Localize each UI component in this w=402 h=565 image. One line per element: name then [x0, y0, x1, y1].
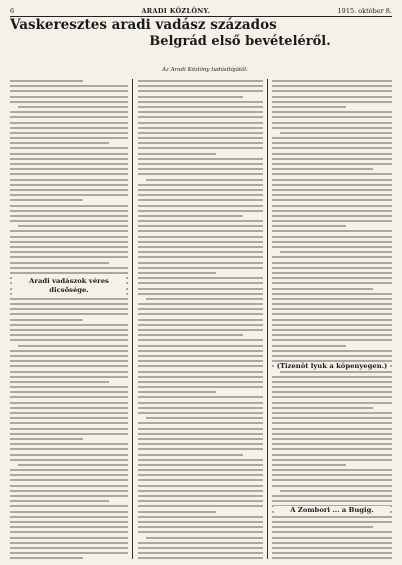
text-line — [10, 339, 128, 341]
text-line — [272, 521, 392, 523]
text-line — [272, 469, 392, 471]
text-line — [10, 194, 128, 196]
text-line — [138, 412, 263, 414]
text-line — [10, 210, 128, 212]
text-line — [272, 147, 392, 149]
text-line — [10, 205, 128, 207]
text-line — [272, 272, 392, 274]
text-line — [138, 282, 263, 284]
text-line — [138, 127, 263, 129]
text-line — [10, 428, 128, 430]
text-line — [272, 313, 392, 315]
text-line — [18, 345, 128, 347]
text-line — [138, 402, 263, 404]
text-line — [10, 85, 128, 87]
text-line — [272, 256, 392, 258]
text-line — [10, 552, 128, 554]
headline-part1: Vaskeresztes aradi vadász százados — [10, 17, 277, 33]
text-line — [138, 246, 263, 248]
text-line — [272, 111, 392, 113]
text-line — [10, 319, 83, 321]
text-line — [272, 267, 392, 269]
text-line — [272, 241, 392, 243]
text-line — [138, 189, 263, 191]
text-line — [10, 469, 128, 471]
text-line — [10, 391, 128, 393]
text-line — [138, 153, 216, 155]
text-line — [10, 376, 128, 378]
text-line — [10, 355, 128, 357]
text-line — [138, 521, 263, 523]
text-line — [272, 277, 392, 279]
text-line — [10, 526, 128, 528]
text-line — [138, 531, 263, 533]
text-line — [10, 454, 128, 456]
text-line — [138, 422, 263, 424]
text-line — [10, 168, 128, 170]
column-rule-right — [267, 79, 268, 559]
text-line — [272, 474, 392, 476]
text-line — [138, 433, 263, 435]
text-line — [138, 132, 263, 134]
text-line — [272, 122, 392, 124]
text-line — [272, 542, 392, 544]
text-line — [272, 205, 392, 207]
text-line — [272, 168, 373, 170]
text-line — [138, 464, 263, 466]
text-line — [138, 288, 263, 290]
text-line — [138, 443, 263, 445]
text-line — [272, 531, 392, 533]
text-line — [272, 127, 392, 129]
text-line — [138, 386, 263, 388]
text-line — [272, 236, 392, 238]
column-1 — [10, 80, 128, 560]
text-line — [138, 391, 216, 393]
text-line — [272, 391, 392, 393]
text-line — [138, 313, 263, 315]
text-line — [138, 142, 263, 144]
text-line — [10, 542, 128, 544]
text-line — [138, 210, 263, 212]
text-line — [138, 90, 263, 92]
text-line — [138, 324, 263, 326]
column-3 — [272, 80, 392, 560]
text-line — [138, 511, 216, 513]
text-line — [10, 407, 128, 409]
text-line — [10, 402, 128, 404]
text-line — [138, 339, 263, 341]
text-line — [138, 173, 263, 175]
text-line — [146, 417, 263, 419]
text-line — [272, 215, 392, 217]
text-line — [138, 355, 263, 357]
text-line — [138, 547, 263, 549]
text-line — [10, 516, 128, 518]
text-line — [138, 256, 263, 258]
text-line — [138, 490, 263, 492]
text-line — [10, 433, 128, 435]
text-line — [10, 505, 128, 507]
text-line — [272, 116, 392, 118]
text-line — [138, 111, 263, 113]
text-line — [138, 474, 263, 476]
text-line — [272, 428, 392, 430]
text-line — [272, 303, 392, 305]
text-line — [10, 303, 128, 305]
text-line — [10, 537, 128, 539]
text-line — [272, 288, 373, 290]
text-line — [272, 158, 392, 160]
text-line — [10, 308, 128, 310]
text-line — [138, 345, 263, 347]
text-line — [272, 339, 392, 341]
text-line — [272, 537, 392, 539]
text-line — [10, 443, 128, 445]
text-line — [138, 319, 263, 321]
page-number: 6 — [10, 7, 15, 15]
text-line — [10, 490, 128, 492]
text-line — [272, 319, 392, 321]
text-line — [138, 350, 263, 352]
text-line — [10, 474, 128, 476]
text-line — [272, 189, 392, 191]
text-line — [10, 189, 128, 191]
text-line — [272, 402, 392, 404]
text-line — [272, 96, 392, 98]
text-line — [10, 173, 128, 175]
text-line — [146, 537, 263, 539]
text-line — [280, 132, 392, 134]
text-line — [138, 303, 263, 305]
text-line — [272, 350, 392, 352]
text-line — [272, 485, 392, 487]
text-line — [10, 132, 128, 134]
text-line — [138, 116, 263, 118]
text-line — [10, 360, 128, 362]
text-line — [10, 179, 128, 181]
text-line — [272, 448, 392, 450]
text-line — [138, 251, 263, 253]
text-line — [272, 438, 392, 440]
text-line — [272, 324, 392, 326]
text-line — [10, 230, 128, 232]
text-line — [18, 225, 128, 227]
text-line — [138, 184, 263, 186]
text-line — [10, 334, 128, 336]
text-line — [10, 547, 128, 549]
text-line — [18, 106, 128, 108]
text-line — [272, 557, 392, 559]
text-line — [272, 329, 392, 331]
text-line — [10, 116, 128, 118]
text-line — [272, 526, 373, 528]
text-line — [10, 417, 128, 419]
text-line — [272, 376, 392, 378]
text-line — [10, 381, 109, 383]
text-line — [272, 184, 392, 186]
text-line — [272, 298, 392, 300]
text-line — [272, 407, 373, 409]
section-heading-zombori: A Zombori ... a Bugig. — [274, 506, 390, 515]
text-line — [10, 386, 128, 388]
issue-date: 1915. október 8. — [337, 7, 392, 15]
text-line — [272, 153, 392, 155]
text-line — [10, 365, 128, 367]
text-line — [138, 365, 263, 367]
text-line — [272, 433, 392, 435]
text-line — [138, 122, 263, 124]
text-line — [138, 516, 263, 518]
text-line — [10, 479, 128, 481]
text-line — [10, 371, 128, 373]
text-line — [138, 407, 263, 409]
text-line — [10, 267, 128, 269]
text-line — [10, 485, 128, 487]
text-line — [10, 412, 128, 414]
text-line — [272, 230, 392, 232]
text-line — [138, 334, 243, 336]
text-line — [272, 194, 392, 196]
text-line — [138, 158, 263, 160]
text-line — [272, 80, 392, 82]
text-line — [138, 205, 263, 207]
text-line — [10, 251, 128, 253]
text-line — [272, 355, 392, 357]
text-line — [272, 101, 392, 103]
text-line — [138, 199, 263, 201]
text-line — [18, 464, 128, 466]
text-line — [272, 516, 392, 518]
text-line — [272, 422, 392, 424]
text-line — [138, 241, 263, 243]
text-line — [138, 308, 263, 310]
text-line — [10, 256, 128, 258]
text-line — [138, 101, 263, 103]
text-line — [272, 90, 392, 92]
text-line — [138, 469, 263, 471]
text-line — [10, 127, 128, 129]
text-line — [272, 163, 392, 165]
headline-part2: Belgrád első bevételéről. — [149, 34, 331, 49]
text-line — [138, 485, 263, 487]
text-line — [10, 557, 83, 559]
text-line — [138, 215, 243, 217]
text-line — [272, 246, 392, 248]
text-line — [10, 122, 128, 124]
text-line — [10, 262, 109, 264]
text-line — [10, 220, 128, 222]
text-line — [138, 360, 263, 362]
text-line — [10, 422, 128, 424]
text-line — [272, 106, 346, 108]
text-line — [10, 241, 128, 243]
text-line — [138, 454, 243, 456]
text-line — [138, 106, 263, 108]
text-line — [138, 505, 263, 507]
paper-name: ARADI KÖZLÖNY. — [141, 7, 211, 15]
text-line — [138, 293, 263, 295]
text-line — [138, 552, 263, 554]
text-line — [138, 376, 263, 378]
text-line — [10, 511, 128, 513]
text-line — [138, 137, 263, 139]
text-line — [10, 147, 128, 149]
text-line — [272, 386, 392, 388]
text-line — [272, 179, 392, 181]
text-line — [272, 479, 392, 481]
text-line — [272, 85, 392, 87]
text-line — [10, 163, 128, 165]
text-line — [138, 220, 263, 222]
text-line — [272, 308, 392, 310]
text-line — [138, 438, 263, 440]
text-line — [272, 282, 392, 284]
text-line — [10, 137, 128, 139]
text-line — [10, 246, 128, 248]
text-line — [272, 495, 392, 497]
text-line — [138, 495, 263, 497]
text-line — [146, 298, 263, 300]
running-head — [10, 6, 392, 17]
text-line — [272, 345, 346, 347]
text-line — [138, 168, 263, 170]
text-line — [272, 547, 392, 549]
text-line — [10, 313, 128, 315]
text-line — [138, 459, 263, 461]
text-line — [10, 396, 128, 398]
text-line — [10, 448, 128, 450]
text-line — [10, 158, 128, 160]
text-line — [138, 163, 263, 165]
text-line — [10, 495, 128, 497]
text-line — [272, 417, 392, 419]
text-line — [138, 500, 263, 502]
text-line — [10, 96, 128, 98]
text-line — [146, 179, 263, 181]
text-line — [138, 479, 263, 481]
text-line — [138, 80, 263, 82]
text-line — [272, 464, 346, 466]
text-line — [272, 220, 392, 222]
text-line — [138, 230, 263, 232]
text-line — [10, 298, 128, 300]
text-line — [272, 334, 392, 336]
byline: Az Aradi Közlöny tudósítójától. — [162, 67, 248, 73]
text-line — [138, 526, 263, 528]
text-line — [272, 381, 392, 383]
text-line — [10, 199, 83, 201]
text-line — [280, 490, 392, 492]
text-line — [272, 454, 392, 456]
column-2 — [138, 80, 263, 560]
text-line — [138, 428, 263, 430]
text-line — [10, 531, 128, 533]
text-line — [272, 210, 392, 212]
text-line — [272, 293, 392, 295]
text-line — [138, 262, 263, 264]
text-line — [10, 90, 128, 92]
text-line — [138, 96, 243, 98]
text-line — [138, 272, 216, 274]
text-line — [10, 329, 128, 331]
text-line — [138, 542, 263, 544]
text-line — [10, 500, 109, 502]
text-line — [272, 443, 392, 445]
section-heading-aradi-vadaszok: Aradi vadászok véres dicsősége. — [12, 277, 126, 295]
text-line — [272, 459, 392, 461]
text-line — [10, 184, 128, 186]
text-line — [272, 137, 392, 139]
text-line — [10, 215, 128, 217]
text-line — [138, 277, 263, 279]
text-line — [138, 396, 263, 398]
text-line — [10, 350, 128, 352]
text-line — [272, 412, 392, 414]
text-line — [138, 225, 263, 227]
text-line — [138, 267, 263, 269]
text-line — [272, 396, 392, 398]
text-line — [272, 262, 392, 264]
text-line — [272, 225, 346, 227]
text-line — [138, 448, 263, 450]
text-line — [272, 142, 392, 144]
text-line — [280, 251, 392, 253]
text-line — [138, 147, 263, 149]
text-line — [138, 381, 263, 383]
section-heading-tizenot-lyuk: (Tizenöt lyuk a köpenyegen.) — [274, 362, 390, 371]
text-line — [10, 272, 128, 274]
text-line — [10, 101, 128, 103]
text-line — [10, 111, 128, 113]
text-line — [138, 236, 263, 238]
text-line — [272, 552, 392, 554]
text-line — [138, 557, 263, 559]
text-line — [10, 142, 109, 144]
text-line — [10, 324, 128, 326]
text-line — [10, 521, 128, 523]
text-line — [10, 459, 128, 461]
text-line — [10, 80, 83, 82]
text-line — [272, 199, 392, 201]
text-line — [138, 371, 263, 373]
text-line — [138, 194, 263, 196]
text-line — [272, 500, 392, 502]
text-line — [10, 153, 128, 155]
text-line — [272, 173, 392, 175]
text-line — [138, 329, 263, 331]
column-rule-left — [132, 79, 133, 559]
text-line — [10, 438, 83, 440]
text-line — [10, 236, 128, 238]
text-line — [138, 85, 263, 87]
